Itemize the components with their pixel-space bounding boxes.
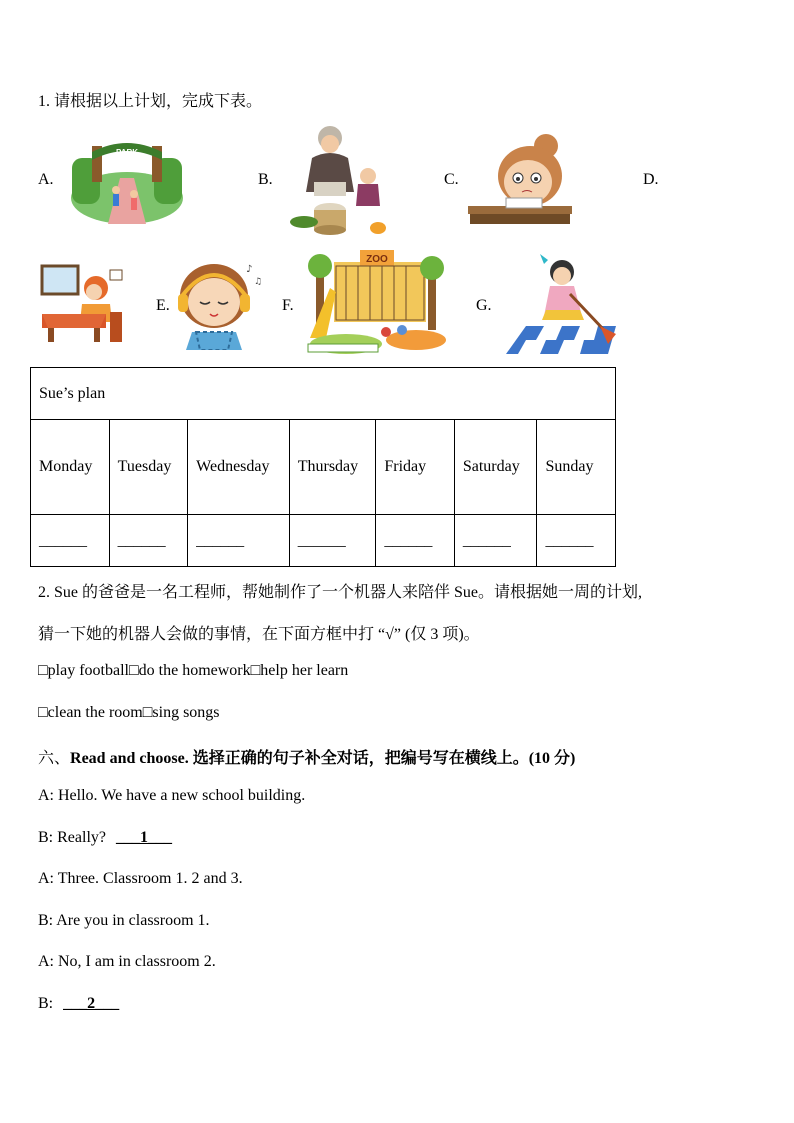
day-sunday: Sunday <box>537 420 616 515</box>
dialogue-text: Three. Classroom 1. 2 and 3. <box>57 870 243 887</box>
checkbox-sing-songs[interactable]: □sing songs <box>142 704 220 721</box>
dialogue-line-4 <box>38 912 210 930</box>
question-2-line-2: 猜一下她的机器人会做的事情，在下面方框中打 “√” (仅 3 项)。 <box>38 626 480 643</box>
question-1-instruction: 1. 请根据以上计划，完成下表。 <box>38 93 263 110</box>
answer-blank-sunday[interactable]: ______ <box>537 515 616 567</box>
section-6-heading <box>38 745 575 768</box>
dialogue-line-6 <box>38 995 119 1013</box>
option-a-label: A. <box>38 171 54 188</box>
svg-text:♪: ♪ <box>246 264 253 275</box>
checkbox-play-football[interactable]: □play football <box>38 662 129 679</box>
dialogue-line-5 <box>38 953 216 971</box>
section-6-title-en: Read and choose. <box>70 750 189 767</box>
speaker: A: <box>38 870 54 887</box>
dialogue-line-2 <box>38 829 172 847</box>
zoo-picture <box>306 248 448 358</box>
girl-writing-picture <box>466 132 574 228</box>
girl-sweeping-picture <box>504 254 616 356</box>
dialogue-line-3 <box>38 870 243 888</box>
dialogue-line-1 <box>38 787 305 805</box>
dialogue-text: Really? <box>57 829 106 846</box>
speaker: A: <box>38 953 54 970</box>
answer-blank-friday[interactable]: ______ <box>376 515 454 567</box>
speaker: A: <box>38 787 54 804</box>
day-wednesday: Wednesday <box>188 420 290 515</box>
sues-plan-table <box>30 367 616 567</box>
checkbox-clean-room[interactable]: □clean the room <box>38 704 143 721</box>
option-d-label: D. <box>643 171 659 188</box>
speaker: B: <box>38 829 54 846</box>
answer-blank-tuesday[interactable]: ______ <box>109 515 187 567</box>
checkbox-row-2 <box>38 704 220 722</box>
girl-with-headphones-picture <box>174 258 262 350</box>
zoo-sign-text: ZOO <box>366 254 388 265</box>
option-b-label: B. <box>258 171 273 188</box>
park-sign-text: PARK <box>115 148 139 157</box>
dialogue-text: Hello. We have a new school building. <box>58 787 306 804</box>
answer-blank-2[interactable]: ___2___ <box>63 995 120 1012</box>
speaker: B: <box>38 995 54 1012</box>
option-c-label: C. <box>444 171 459 188</box>
answer-blank-wednesday[interactable]: ______ <box>188 515 290 567</box>
plan-table-title: Sue’s plan <box>31 368 616 420</box>
grandma-and-child-picture <box>284 122 392 240</box>
day-tuesday: Tuesday <box>109 420 187 515</box>
section-6-title-cn: 选择正确的句子补全对话，把编号写在横线上。(10 分) <box>188 750 576 767</box>
question-2-line-1: 2. Sue 的爸爸是一名工程师，帮她制作了一个机器人来陪伴 Sue。请根据她一周的计划, <box>38 584 643 601</box>
section-6-number: 六、 <box>38 750 71 767</box>
option-e-label: E. <box>156 297 170 314</box>
dialogue-text: No, I am in classroom 2. <box>58 953 216 970</box>
day-friday: Friday <box>376 420 454 515</box>
answer-blank-monday[interactable]: ______ <box>31 515 110 567</box>
answer-blank-1[interactable]: ___1___ <box>116 829 172 846</box>
park-picture <box>68 138 186 224</box>
svg-text:♫: ♫ <box>254 277 262 287</box>
girl-at-table-picture <box>40 262 126 344</box>
checkbox-do-homework[interactable]: □do the homework <box>128 662 251 679</box>
day-monday: Monday <box>31 420 110 515</box>
speaker: B: <box>38 912 54 929</box>
day-saturday: Saturday <box>454 420 537 515</box>
answer-blank-saturday[interactable]: ______ <box>454 515 537 567</box>
option-f-label: F. <box>282 297 294 314</box>
day-thursday: Thursday <box>289 420 376 515</box>
answer-blank-thursday[interactable]: ______ <box>289 515 376 567</box>
checkbox-row-1 <box>38 662 348 680</box>
option-g-label: G. <box>476 297 492 314</box>
dialogue-text: Are you in classroom 1. <box>56 912 210 929</box>
checkbox-help-her-learn[interactable]: □help her learn <box>250 662 349 679</box>
